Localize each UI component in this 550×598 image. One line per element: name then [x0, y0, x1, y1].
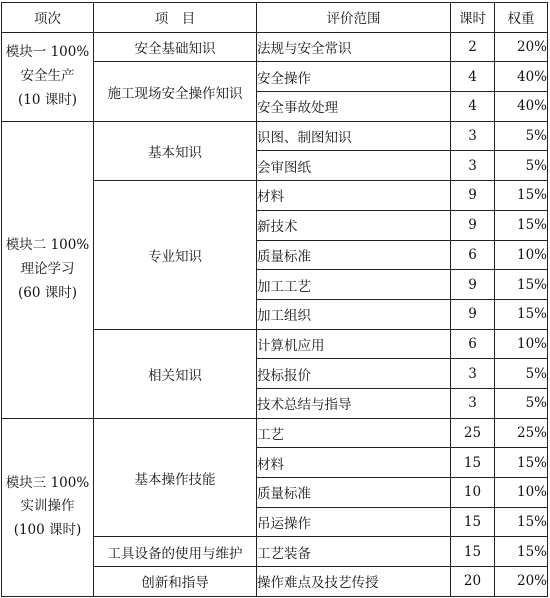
hours-cell: 10: [451, 478, 495, 508]
weight-cell: 10%: [495, 478, 548, 508]
module-cell: [2, 121, 94, 418]
table-container: [1, 2, 548, 597]
scope-cell: 识图、制图知识: [257, 121, 451, 151]
hours-cell: 3: [451, 388, 495, 418]
table-row: [2, 121, 548, 151]
hours-cell: 3: [451, 151, 495, 181]
header-item: 项 目: [94, 3, 257, 33]
header-row: [2, 3, 548, 33]
weight-cell: 10%: [495, 329, 548, 359]
scope-cell: 材料: [257, 448, 451, 478]
scope-cell: 质量标准: [257, 240, 451, 270]
hours-cell: 3: [451, 121, 495, 151]
scope-cell: 工艺: [257, 418, 451, 448]
item-cell: 工具设备的使用与维护: [94, 537, 257, 567]
module-subtitle: 实训操作: [20, 498, 75, 515]
scope-cell: 安全操作: [257, 62, 451, 92]
module-cell: [2, 418, 94, 596]
weight-cell: 15%: [495, 537, 548, 567]
module-title: 模块三 100%: [5, 474, 90, 491]
module-hours: (60 课时): [17, 284, 77, 301]
weight-cell: 15%: [495, 299, 548, 329]
weight-cell: 20%: [495, 567, 548, 597]
item-cell: 基本知识: [94, 121, 257, 180]
scope-cell: 材料: [257, 181, 451, 211]
scope-cell: 质量标准: [257, 478, 451, 508]
scope-cell: 会审图纸: [257, 151, 451, 181]
hours-cell: 9: [451, 210, 495, 240]
hours-cell: 6: [451, 240, 495, 270]
scope-cell: 操作难点及技艺传授: [257, 567, 451, 597]
module-hours: (100 课时): [13, 522, 82, 538]
scope-cell: 计算机应用: [257, 329, 451, 359]
weight-cell: 20%: [495, 32, 548, 62]
module-subtitle: 安全生产: [20, 67, 75, 84]
item-cell: 施工现场安全操作知识: [94, 62, 257, 121]
weight-cell: 5%: [495, 359, 548, 389]
weight-cell: 15%: [495, 507, 548, 537]
table-row: [2, 32, 548, 62]
hours-cell: 20: [451, 567, 495, 597]
module-cell: [2, 32, 94, 121]
header-scope: 评价范围: [257, 3, 451, 33]
scope-cell: 加工组织: [257, 299, 451, 329]
hours-cell: 4: [451, 92, 495, 122]
scope-cell: 工艺装备: [257, 537, 451, 567]
weight-cell: 10%: [495, 240, 548, 270]
hours-cell: 9: [451, 181, 495, 211]
curriculum-table: [1, 2, 548, 597]
weight-cell: 15%: [495, 448, 548, 478]
hours-cell: 3: [451, 359, 495, 389]
table-row: [2, 418, 548, 448]
scope-cell: 法规与安全常识: [257, 32, 451, 62]
item-cell: 安全基础知识: [94, 32, 257, 62]
module-hours: (10 课时): [17, 91, 77, 108]
weight-cell: 15%: [495, 210, 548, 240]
hours-cell: 15: [451, 507, 495, 537]
hours-cell: 2: [451, 32, 495, 62]
header-weight: 权重: [495, 3, 548, 33]
module-title: 模块二 100%: [5, 237, 90, 254]
module-subtitle: 理论学习: [20, 260, 75, 277]
scope-cell: 新技术: [257, 210, 451, 240]
item-cell: 相关知识: [94, 329, 257, 418]
scope-cell: 投标报价: [257, 359, 451, 389]
weight-cell: 15%: [495, 270, 548, 300]
header-module: 项次: [2, 3, 94, 33]
hours-cell: 15: [451, 537, 495, 567]
header-hours: 课时: [451, 3, 495, 33]
hours-cell: 15: [451, 448, 495, 478]
hours-cell: 9: [451, 299, 495, 329]
hours-cell: 9: [451, 270, 495, 300]
item-cell: 专业知识: [94, 181, 257, 329]
module-title: 模块一 100%: [5, 44, 90, 61]
weight-cell: 40%: [495, 92, 548, 122]
weight-cell: 25%: [495, 418, 548, 448]
hours-cell: 25: [451, 418, 495, 448]
hours-cell: 6: [451, 329, 495, 359]
item-cell: 创新和指导: [94, 567, 257, 597]
item-cell: 基本操作技能: [94, 418, 257, 537]
weight-cell: 5%: [495, 121, 548, 151]
weight-cell: 15%: [495, 181, 548, 211]
scope-cell: 安全事故处理: [257, 92, 451, 122]
scope-cell: 吊运操作: [257, 507, 451, 537]
hours-cell: 4: [451, 62, 495, 92]
scope-cell: 技术总结与指导: [257, 388, 451, 418]
scope-cell: 加工工艺: [257, 270, 451, 300]
weight-cell: 5%: [495, 151, 548, 181]
weight-cell: 5%: [495, 388, 548, 418]
weight-cell: 40%: [495, 62, 548, 92]
